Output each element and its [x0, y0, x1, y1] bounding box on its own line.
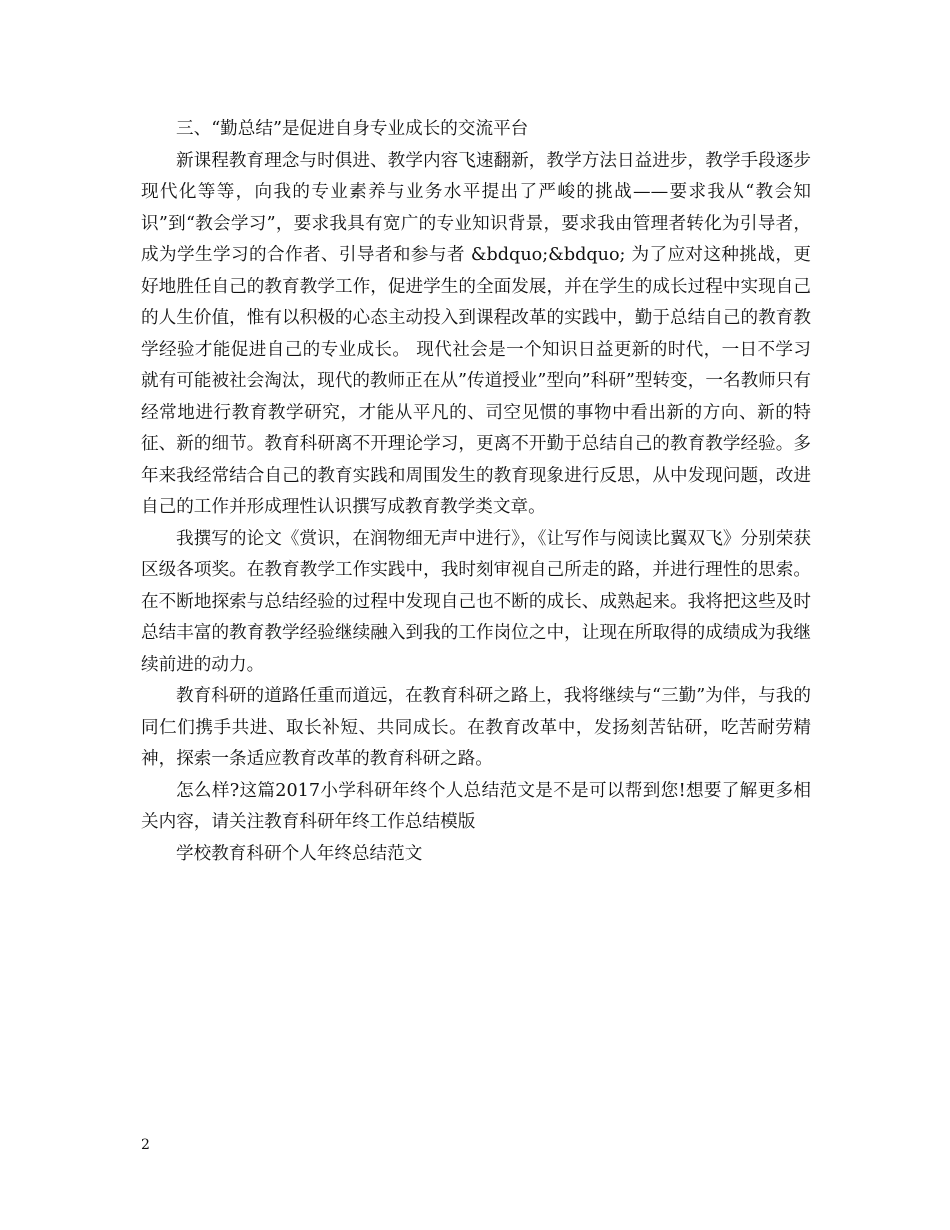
body-paragraph: 新课程教育理念与时俱进、教学内容飞速翻新，教学方法日益进步，教学手段逐步现代化等等，向我的专业素养与业务水平提出了严峻的挑战——要求我从“教会知识”到“教会学习”，要求我具有宽广的专业知识背景，要求我由管理者转化为引导者，成为学生学习的合作者、引导者和参与者 &bdquo;&bdquo; 为了应对这种挑战，更好地胜任自己的教育教学工作，促进学生的全面发展，并在学生的成长过程中实现自己的人生价值，惟有以积极的心态主动投入到课程改革的实践中，勤于总结自己的教育教学经验才能促进自己的专业成长。 现代社会是一个知识日益更新的时代，一日不学习就有可能被社会淘汰，现代的教师正在从”传道授业”型向”科研”型转变，一名教师只有经常地进行教育教学研究，才能从平凡的、司空见惯的事物中看出新的方向、新的特征、新的细节。教育科研离不开理论学习，更离不开勤于总结自己的教育教学经验。多年来我经常结合自己的教育实践和周围发生的教育现象进行反思，从中发现问题，改进自己的工作并形成理性认识撰写成教育教学类文章。 — [141, 150, 811, 517]
document-body — [141, 114, 811, 870]
closing-paragraph: 怎么样?这篇2017小学科研年终个人总结范文是不是可以帮到您!想要了解更多相关内容，请关注教育科研年终工作总结模版 — [141, 780, 811, 832]
body-paragraph: 我撰写的论文《赏识，在润物细无声中进行》，《让写作与阅读比翼双飞》分别荣获区级各项奖。在教育教学工作实践中，我时刻审视自己所走的路，并进行理性的思索。在不断地探索与总结经验的过程中发现自己也不断的成长、成熟起来。我将把这些及时总结丰富的教育教学经验继续融入到我的工作岗位之中，让现在所取得的成绩成为我继续前进的动力。 — [141, 528, 811, 675]
body-paragraph: 教育科研的道路任重而道远，在教育科研之路上，我将继续与“三勤”为伴，与我的同仁们携手共进、取长补短、共同成长。在教育改革中，发扬刻苦钻研，吃苦耐劳精神，探索一条适应教育改革的教育科研之路。 — [141, 686, 811, 769]
page-number: 2 — [141, 1137, 150, 1153]
related-title: 学校教育科研个人年终总结范文 — [176, 843, 423, 864]
section-heading: 三、“勤总结”是促进自身专业成长的交流平台 — [176, 119, 529, 139]
